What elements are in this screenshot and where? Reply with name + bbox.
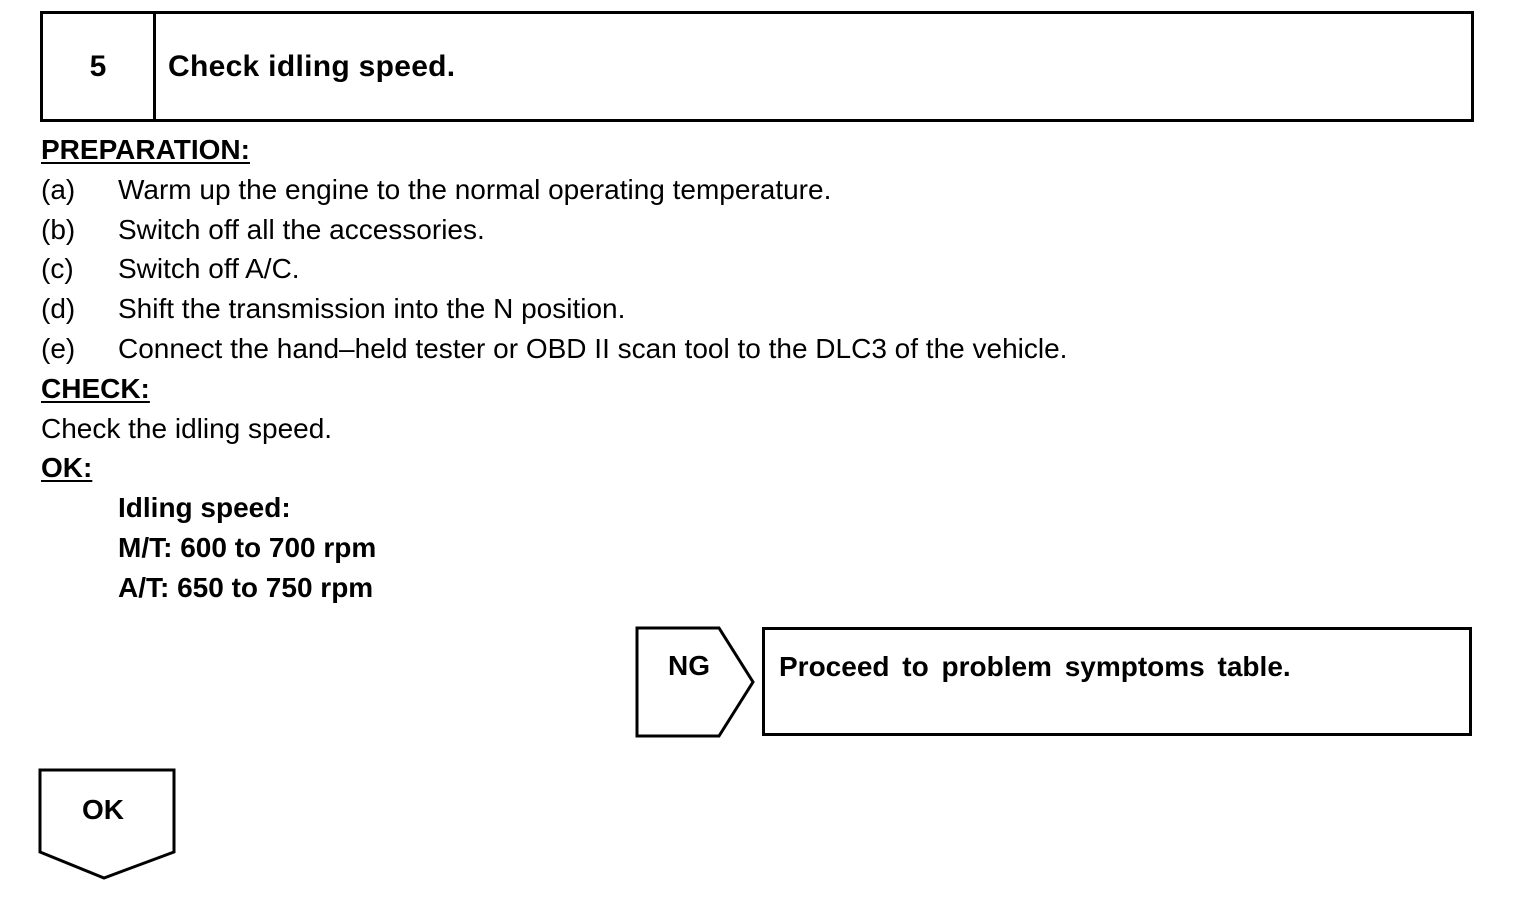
step-header [40,11,1474,122]
preparation-item-letter: (b) [41,214,76,245]
ok-label: OK [82,794,124,825]
check-text: Check the idling speed. [41,413,333,444]
spec-line: A/T: 650 to 750 rpm [118,572,374,603]
step-title: Check idling speed. [168,49,456,83]
preparation-item-text: Switch off A/C. [118,253,300,284]
preparation-item-text: Connect the hand–held tester or OBD II scan tool to the DLC3 of the vehicle. [118,333,1068,364]
preparation-item-text: Switch off all the accessories. [118,214,485,245]
ng-label: NG [668,650,710,681]
preparation-heading: PREPARATION: [41,134,250,165]
spec-line: M/T: 600 to 700 rpm [118,532,377,563]
preparation-item-text: Shift the transmission into the N position. [118,293,626,324]
preparation-item-letter: (e) [41,333,76,364]
check-heading: CHECK: [41,373,150,404]
preparation-item-text: Warm up the engine to the normal operating temperature. [118,174,832,205]
spec-line: Idling speed: [118,492,291,523]
ng-arrow-icon [635,626,760,738]
preparation-item-letter: (a) [41,174,76,205]
ng-action-box [762,627,1472,736]
preparation-item-letter: (d) [41,293,76,324]
ok-heading: OK: [41,452,93,483]
step-number: 5 [43,14,156,119]
ng-action-text: Proceed to problem symptoms table. [779,651,1291,682]
preparation-item-letter: (c) [41,253,74,284]
